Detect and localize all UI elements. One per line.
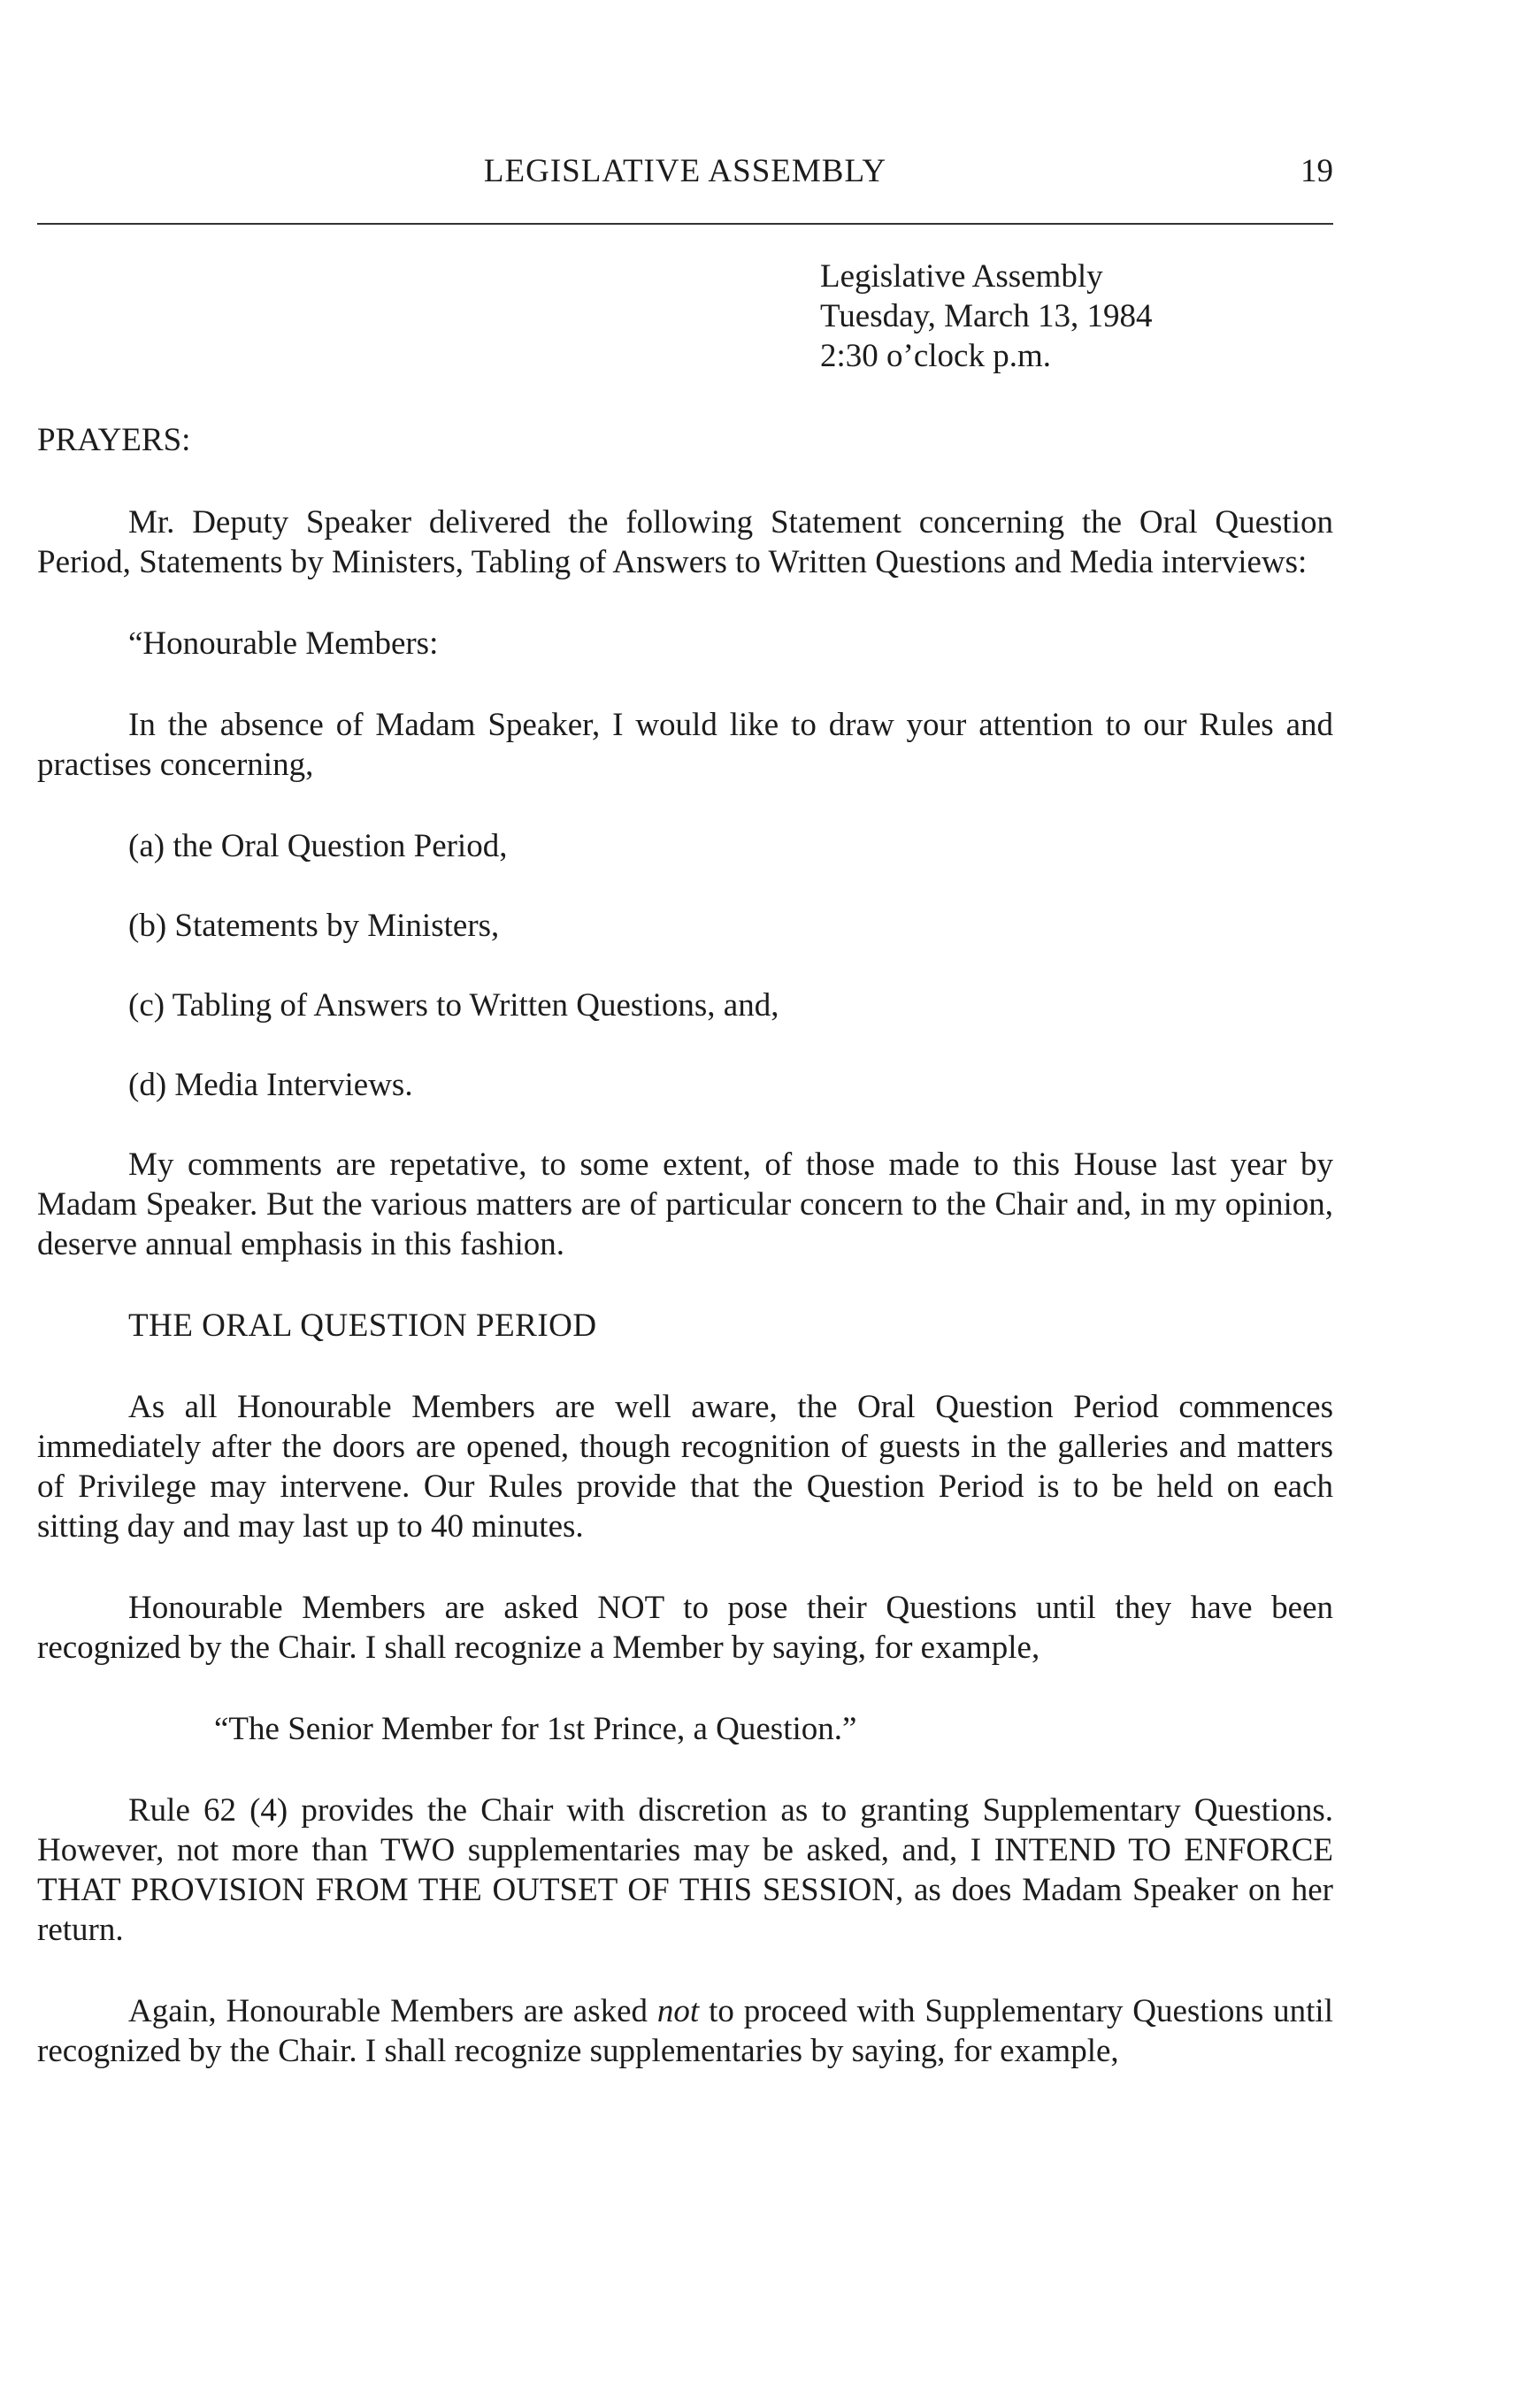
section-heading: THE ORAL QUESTION PERIOD <box>128 1308 597 1344</box>
paragraph-rule-62: Rule 62 (4) provides the Chair with discretion as to granting Supplementary Questions. However, not more than TWO supplementaries may be asked, and, I INTEND TO ENFORCE THAT PROVISION FROM THE OUTSET OF THIS SESSION, as does Madam Speaker on her return. <box>37 1792 1333 1948</box>
prayers-label: PRAYERS: <box>37 422 191 458</box>
paragraph-supplementaries-end: to proceed with Supplementary Questions until recognized by the Chair. I shall recognize supplementaries by saying, for example, <box>37 1993 1333 2069</box>
dateline <box>820 257 1152 376</box>
paragraph-supplementaries <box>37 1991 1333 2071</box>
document-page <box>37 0 1333 2408</box>
dateline-time: 2:30 o’clock p.m. <box>820 338 1052 374</box>
list-item-a: (a) the Oral Question Period, <box>128 828 508 864</box>
paragraph-supplementaries-start: Again, Honourable Members are asked <box>128 1993 657 2029</box>
paragraph-statement-intro: Mr. Deputy Speaker delivered the following Statement concerning the Oral Question Period, Statements by Ministers, Tabling of Answers to Written Questions and Media interviews: <box>37 504 1333 580</box>
document-body <box>37 420 1333 2071</box>
list-item-c: (c) Tabling of Answers to Written Questions, and, <box>128 987 779 1024</box>
list-item-b: (b) Statements by Ministers, <box>128 908 500 944</box>
running-head: LEGISLATIVE ASSEMBLY <box>483 153 887 189</box>
page-number: 19 <box>1300 153 1333 189</box>
paragraph-question-period: As all Honourable Members are well aware, the Oral Question Period commences immediately after the doors are opened, though recognition of guests in the galleries and matters of Privilege may intervene. Our Rules provide that the Question Period is to be held on each sitting day and may last up to 40 minutes. <box>37 1389 1333 1545</box>
paragraph-recognition: Honourable Members are asked NOT to pose their Questions until they have been recognized by the Chair. I shall recognize a Member by saying, for example, <box>37 1590 1333 1666</box>
paragraph-comments: My comments are repetative, to some extent, of those made to this House last year by Madam Speaker. But the various matters are of particular concern to the Chair and, in my opinion, deserve annual emphasis in this fashion. <box>37 1146 1333 1262</box>
header-rule <box>37 223 1333 225</box>
salutation: “Honourable Members: <box>128 625 439 662</box>
page-header <box>37 149 1333 193</box>
dateline-date: Tuesday, March 13, 1984 <box>820 298 1153 334</box>
dateline-location: Legislative Assembly <box>820 258 1103 295</box>
example-quote: “The Senior Member for 1st Prince, a Question.” <box>214 1711 857 1747</box>
emphasis-not: not <box>656 1993 700 2029</box>
paragraph-absence: In the absence of Madam Speaker, I would like to draw your attention to our Rules and practises concerning, <box>37 707 1333 783</box>
list-item-d: (d) Media Interviews. <box>128 1067 413 1103</box>
